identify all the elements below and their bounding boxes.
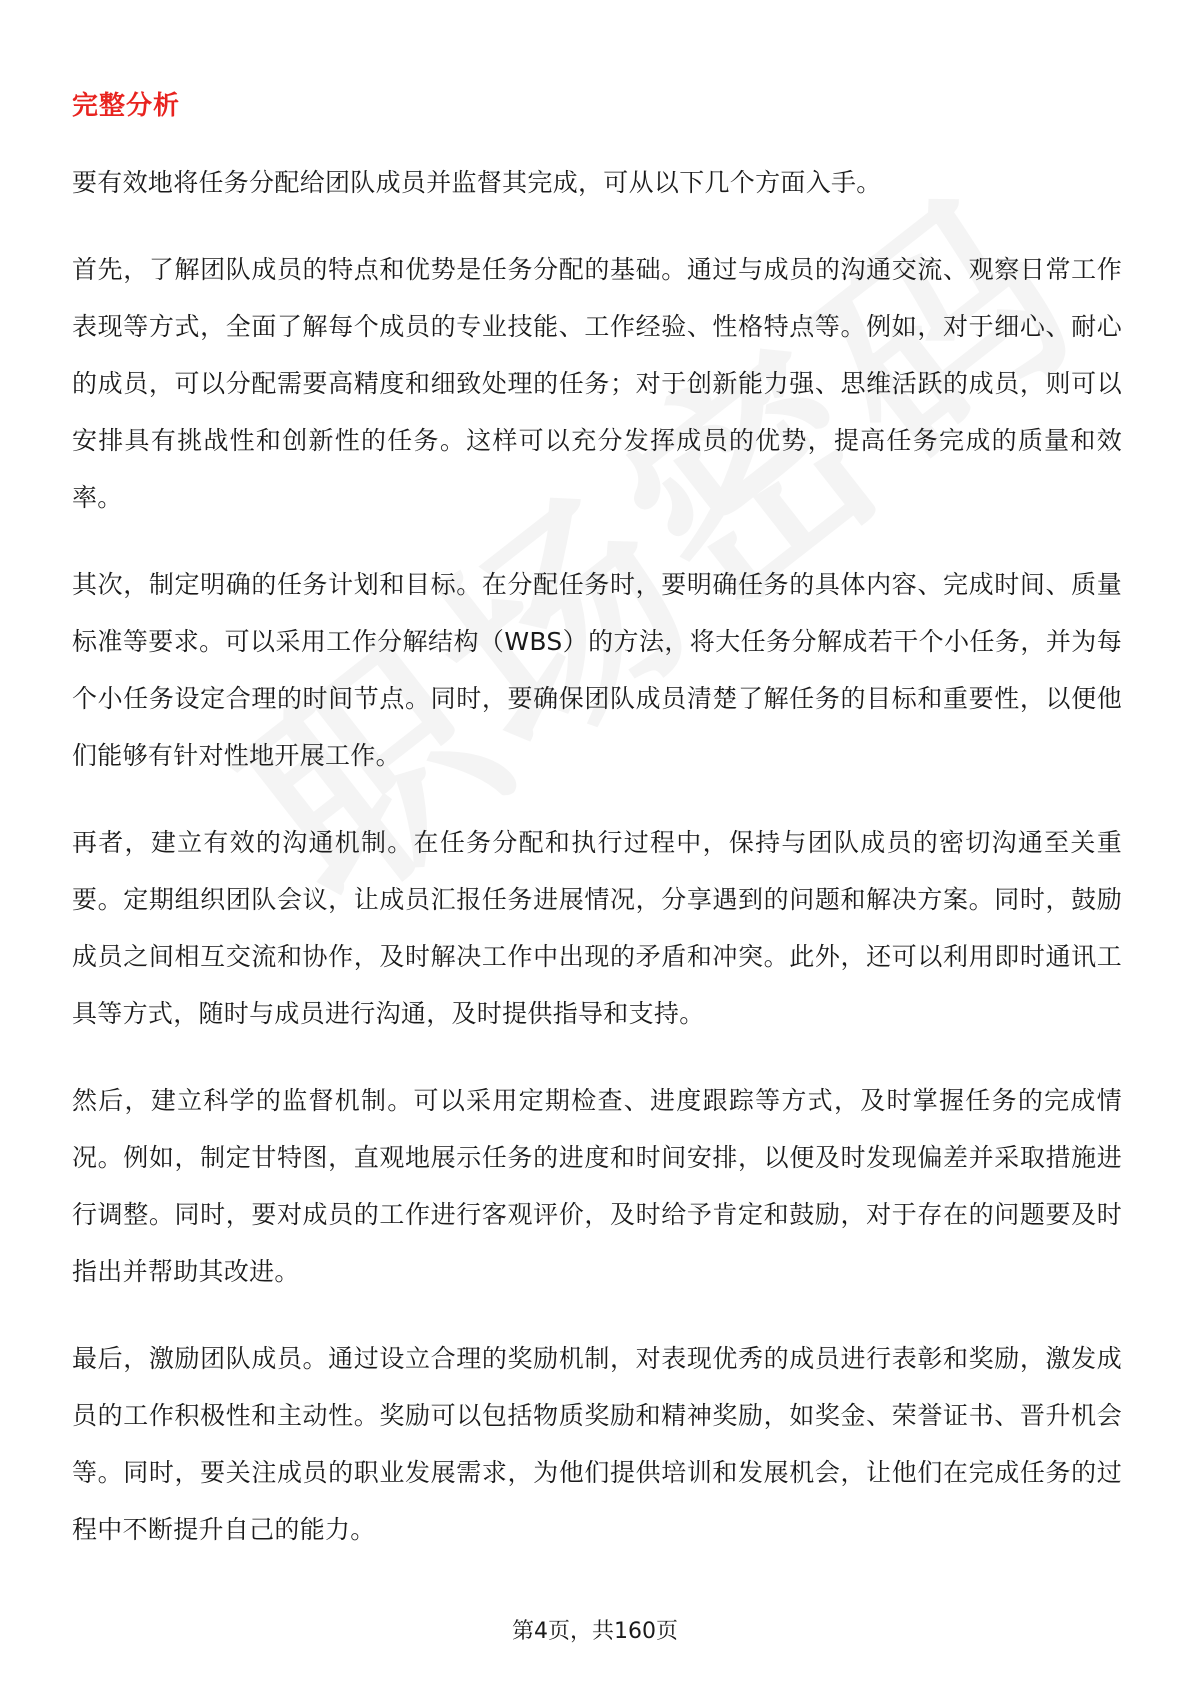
paragraph-third: 再者，建立有效的沟通机制。在任务分配和执行过程中，保持与团队成员的密切沟通至关重要。定期组织团队会议，让成员汇报任务进展情况，分享遇到的问题和解决方案。同时，鼓励成员之间相互交流和协作，及时解决工作中出现的矛盾和冲突。此外，还可以利用即时通讯工具等方式，随时与成员进行沟通，及时提供指导和支持。 [72, 828, 1122, 1028]
paragraph-second: 其次，制定明确的任务计划和目标。在分配任务时，要明确任务的具体内容、完成时间、质量标准等要求。可以采用工作分解结构（WBS）的方法，将大任务分解成若干个小任务，并为每个小任务设定合理的时间节点。同时，要确保团队成员清楚了解任务的目标和重要性，以便他们能够有针对性地开展工作。 [72, 570, 1122, 770]
section-title: 完整分析 [72, 91, 181, 121]
paragraph-first: 首先，了解团队成员的特点和优势是任务分配的基础。通过与成员的沟通交流、观察日常工作表现等方式，全面了解每个成员的专业技能、工作经验、性格特点等。例如，对于细心、耐心的成员，可以分配需要高精度和细致处理的任务；对于创新能力强、思维活跃的成员，则可以安排具有挑战性和创新性的任务。这样可以充分发挥成员的优势，提高任务完成的质量和效率。 [72, 255, 1122, 512]
paragraph-intro: 要有效地将任务分配给团队成员并监督其完成，可从以下几个方面入手。 [72, 168, 882, 197]
paragraph-fourth: 然后，建立科学的监督机制。可以采用定期检查、进度跟踪等方式，及时掌握任务的完成情况。例如，制定甘特图，直观地展示任务的进度和时间安排，以便及时发现偏差并采取措施进行调整。同时，要对成员的工作进行客观评价，及时给予肯定和鼓励，对于存在的问题要及时指出并帮助其改进。 [72, 1086, 1122, 1286]
document-content [72, 86, 1122, 1588]
page-number-footer: 第4页，共160页 [512, 1619, 678, 1644]
paragraph-last: 最后，激励团队成员。通过设立合理的奖励机制，对表现优秀的成员进行表彰和奖励，激发成员的工作积极性和主动性。奖励可以包括物质奖励和精神奖励，如奖金、荣誉证书、晋升机会等。同时，要关注成员的职业发展需求，为他们提供培训和发展机会，让他们在完成任务的过程中不断提升自己的能力。 [72, 1344, 1122, 1544]
